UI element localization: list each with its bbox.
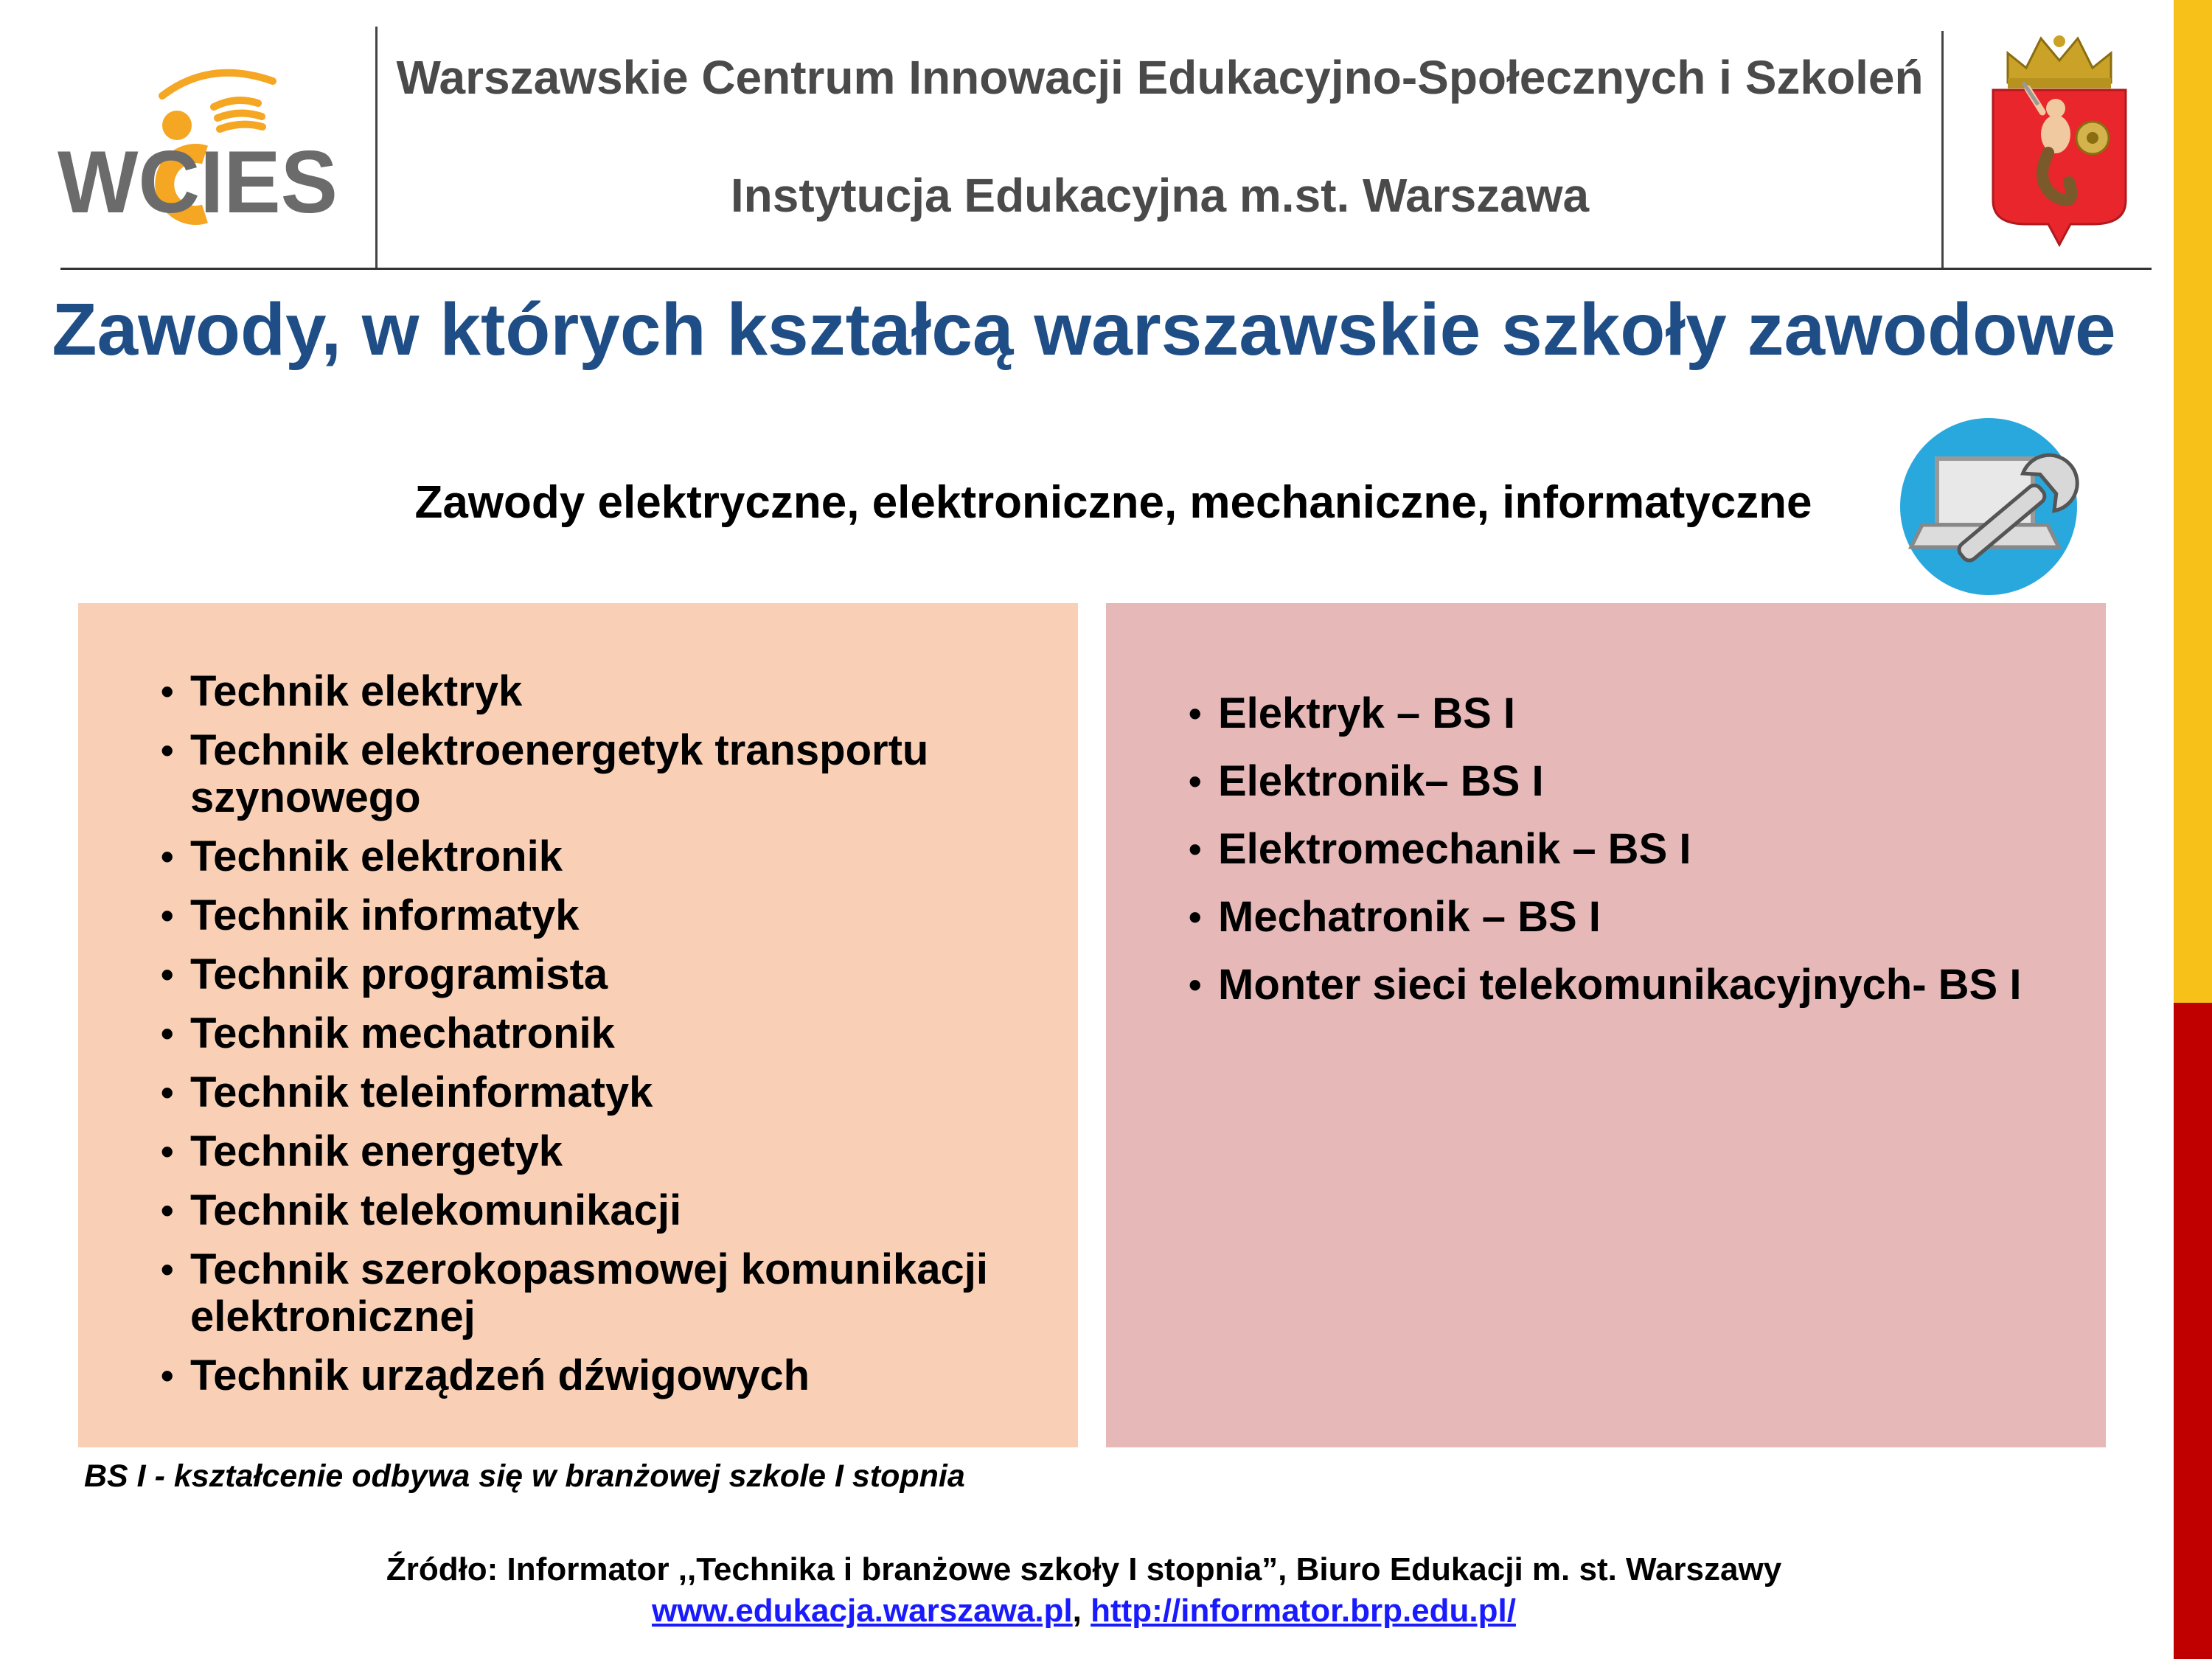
technician-list (161, 668, 1046, 1411)
list-item: • Technik mechatronik (161, 1010, 1046, 1057)
side-bar-red (2174, 1003, 2212, 1659)
list-item: • Technik teleinformatyk (161, 1069, 1046, 1116)
section-subtitle: Zawody elektryczne, elektroniczne, mechaniczne, informatyczne (414, 477, 1812, 528)
source-links (0, 1593, 2168, 1630)
laptop-wrench-icon (1896, 414, 2081, 599)
wcies-logo (52, 44, 347, 236)
list-item: • Technik energetyk (161, 1128, 1046, 1175)
list-item: • Technik programista (161, 951, 1046, 998)
technician-professions-panel (78, 603, 1078, 1447)
vocational-school-professions-panel (1106, 603, 2106, 1447)
list-item: • Elektryk – BS I (1189, 690, 2088, 737)
informator-link[interactable]: http://informator.brp.edu.pl/ (1091, 1593, 1516, 1629)
list-item: • Technik elektroenergetyk transportu szynowego (161, 727, 1046, 821)
side-bar-yellow (2174, 0, 2212, 1003)
source-citation: Źródło: Informator ,,Technika i branżowe szkoły I stopnia”, Biuro Edukacji m. st. Warszawy (386, 1551, 1782, 1587)
header-rule (60, 268, 2152, 270)
list-item: • Technik telekomunikacji (161, 1187, 1046, 1234)
organization-name: Warszawskie Centrum Innowacji Edukacyjno-Społecznych i Szkoleń (396, 51, 1924, 104)
list-item: • Monter sieci telekomunikacyjnych- BS I (1189, 961, 2088, 1009)
header-divider-left (375, 27, 378, 270)
list-item: • Technik informatyk (161, 892, 1046, 939)
edukacja-link[interactable]: www.edukacja.warszawa.pl (652, 1593, 1073, 1629)
header-divider-right (1941, 31, 1944, 270)
list-item: • Elektronik– BS I (1189, 758, 2088, 805)
list-item: • Technik szerokopasmowej komunikacji elektronicznej (161, 1246, 1046, 1340)
list-item: • Mechatronik – BS I (1189, 894, 2088, 941)
logo-text: WCIES (58, 133, 338, 232)
organization-subtitle: Instytucja Edukacyjna m.st. Warszawa (730, 169, 1590, 222)
list-item: • Elektromechanik – BS I (1189, 826, 2088, 873)
vocational-list (1189, 690, 2088, 1029)
list-item: • Technik urządzeń dźwigowych (161, 1352, 1046, 1399)
link-separator: , (1072, 1593, 1091, 1629)
bs-footnote: BS I - kształcenie odbywa się w branżowej szkole I stopnia (84, 1458, 965, 1494)
list-item: • Technik elektryk (161, 668, 1046, 715)
page-title: Zawody, w których kształcą warszawskie szkoły zawodowe (52, 288, 2116, 371)
list-item: • Technik elektronik (161, 833, 1046, 880)
warsaw-coat-of-arms-icon (1982, 31, 2137, 251)
